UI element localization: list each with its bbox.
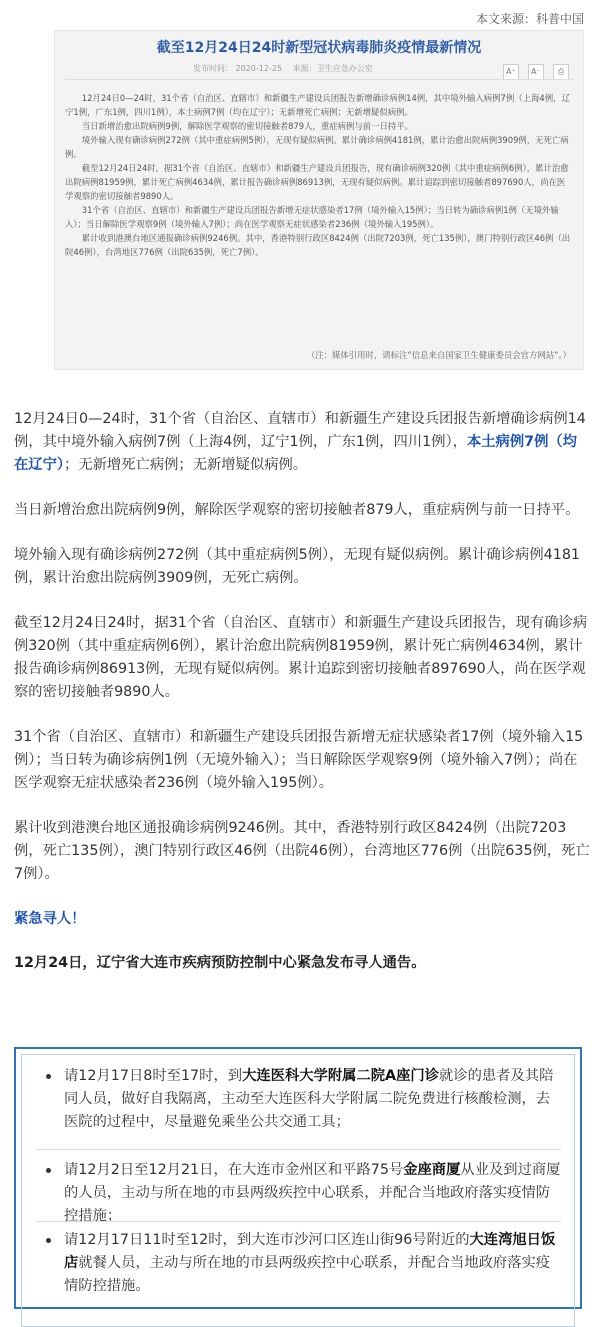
text: 就餐人员，主动与所在地的市县两级疾控中心联系，并配合当地政府落实疫情防控措施。 (64, 1255, 551, 1294)
official-paragraph: 境外输入现有确诊病例272例（其中重症病例5例），无现有疑似病例。累计确诊病例4181例，累计治愈出院病例3909例，无死亡病例。 (65, 135, 569, 159)
article-body (14, 408, 590, 994)
text: 请12月17日8时至17时，到 (64, 1068, 243, 1084)
official-notice-toolbar (499, 59, 569, 80)
text: 就诊的患者及其陪同人员，做好自我隔离，主动至大连医科大学附属二院免费进行核酸检测，去医院的过程中，尽量避免乘坐公共交通工具； (64, 1068, 554, 1130)
publisher: 来源：卫生应急办公室 (292, 64, 373, 73)
bullet-icon (46, 1168, 51, 1173)
divider (36, 1221, 561, 1222)
location-highlight: 大连湾旭日饭店 (64, 1232, 556, 1271)
local-cases-highlight: 本土病例7例（均在辽宁） (14, 434, 577, 473)
article-paragraph-2: 当日新增治愈出院病例9例，解除医学观察的密切接触者879人，重症病例与前一日持平。 (14, 502, 580, 518)
notice-item (36, 1159, 561, 1228)
divider (36, 1149, 561, 1150)
search-notice-box (14, 1047, 582, 1309)
article-paragraph-6: 累计收到港澳台地区通报确诊病例9246例。其中，香港特别行政区8424例（出院7203例，死亡135例），澳门特别行政区46例（出院46例），台湾地区776例（出院635例，死亡7例）。 (14, 820, 590, 882)
official-paragraph: 截至12月24日24时，据31个省（自治区、直辖市）和新疆生产建设兵团报告，现有确诊病例320例（其中重症病例6例），累计治愈出院病例81959例，累计死亡病例4634例，累计报告确诊病例86913例，无现有疑似病例。累计追踪到密切接触者897690人，尚在医学观察的密切接触者9890人。 (65, 163, 569, 201)
location-highlight: 金座商厦 (403, 1162, 461, 1178)
publish-date: 发布时间： 2020-12-25 (193, 64, 283, 73)
text: 从业及到过商厦的人员，主动与所在地的市县两级疾控中心联系，并配合当地政府落实疫情防控措施； (64, 1162, 561, 1224)
notice-heading: 12月24日，辽宁省大连市疾病预防控制中心紧急发布寻人通告。 (14, 955, 426, 971)
divider (65, 79, 573, 80)
article-paragraph-4: 截至12月24日24时，据31个省（自治区、直辖市）和新疆生产建设兵团报告，现有确诊病例320例（其中重症病例6例），累计治愈出院病例81959例，累计死亡病例4634例，累计报告确诊病例86913例，无现有疑似病例。累计追踪到密切接触者897690人，尚在医学观察的密切接触者9890人。 (14, 615, 588, 700)
source-credit: 本文来源：科普中国 (475, 12, 584, 26)
text: ；无新增死亡病例；无新增疑似病例。 (64, 457, 308, 473)
official-notice-note: （注：媒体引用时，请标注“信息来自国家卫生健康委员会官方网站”。） (306, 350, 571, 360)
font-increase-icon: A⁺ (503, 64, 519, 80)
notice-item (36, 1229, 561, 1298)
official-paragraph: 累计收到港澳台地区通报确诊病例9246例。其中，香港特别行政区8424例（出院7203例，死亡135例），澳门特别行政区46例（出院46例），台湾地区776例（出院635例，死亡7例）。 (65, 233, 571, 257)
article-paragraph-5: 31个省（自治区、直辖市）和新疆生产建设兵团报告新增无症状感染者17例（境外输入15例）；当日转为确诊病例1例（无境外输入）；当日解除医学观察9例（境外输入7例）；尚在医学观察无症状感染者236例（境外输入195例）。 (14, 729, 584, 791)
print-icon: ⎙ (553, 64, 569, 80)
article-paragraph-1 (14, 408, 590, 477)
text: 请12月17日11时至12时，到大连市沙河口区连山街96号附近的 (64, 1232, 470, 1248)
official-paragraph: 31个省（自治区、直辖市）和新疆生产建设兵团报告新增无症状感染者17例（境外输入15例）；当日转为确诊病例1例（无境外输入）；当日解除医学观察9例（境外输入7例）；尚在医学观察无症状感染者236例（境外输入195例）。 (65, 205, 559, 229)
font-decrease-icon: A⁻ (528, 64, 544, 80)
text: 12月24日0—24时，31个省（自治区、直辖市）和新疆生产建设兵团报告新增确诊病例14例，其中境外输入病例7例（上海4例，辽宁1例，广东1例，四川1例）， (14, 411, 586, 450)
official-notice-image (54, 30, 584, 370)
official-notice-title: 截至12月24日24时新型冠状病毒肺炎疫情最新情况 (156, 40, 482, 56)
official-paragraph: 当日新增治愈出院病例9例，解除医学观察的密切接触者879人，重症病例与前一日持平。 (81, 121, 413, 131)
text: 请12月2日至12月21日，在大连市金州区和平路75号 (64, 1162, 404, 1178)
official-notice-body (65, 91, 573, 259)
location-highlight: 大连医科大学附属二院A座门诊 (242, 1068, 439, 1084)
article-paragraph-3: 境外输入现有确诊病例272例（其中重症病例5例），无现有疑似病例。累计确诊病例4181例，累计治愈出院病例3909例，无死亡病例。 (14, 547, 581, 586)
urgent-heading: 紧急寻人！ (14, 911, 86, 927)
bullet-icon (46, 1074, 51, 1079)
official-notice-meta (193, 63, 381, 74)
notice-item (36, 1065, 561, 1134)
bullet-icon (46, 1238, 51, 1243)
official-paragraph: 12月24日0—24时，31个省（自治区、直辖市）和新疆生产建设兵团报告新增确诊病例14例，其中境外输入病例7例（上海4例，辽宁1例，广东1例，四川1例），本土病例7例（均在辽宁）；无新增死亡病例；无新增疑似病例。 (65, 93, 570, 117)
